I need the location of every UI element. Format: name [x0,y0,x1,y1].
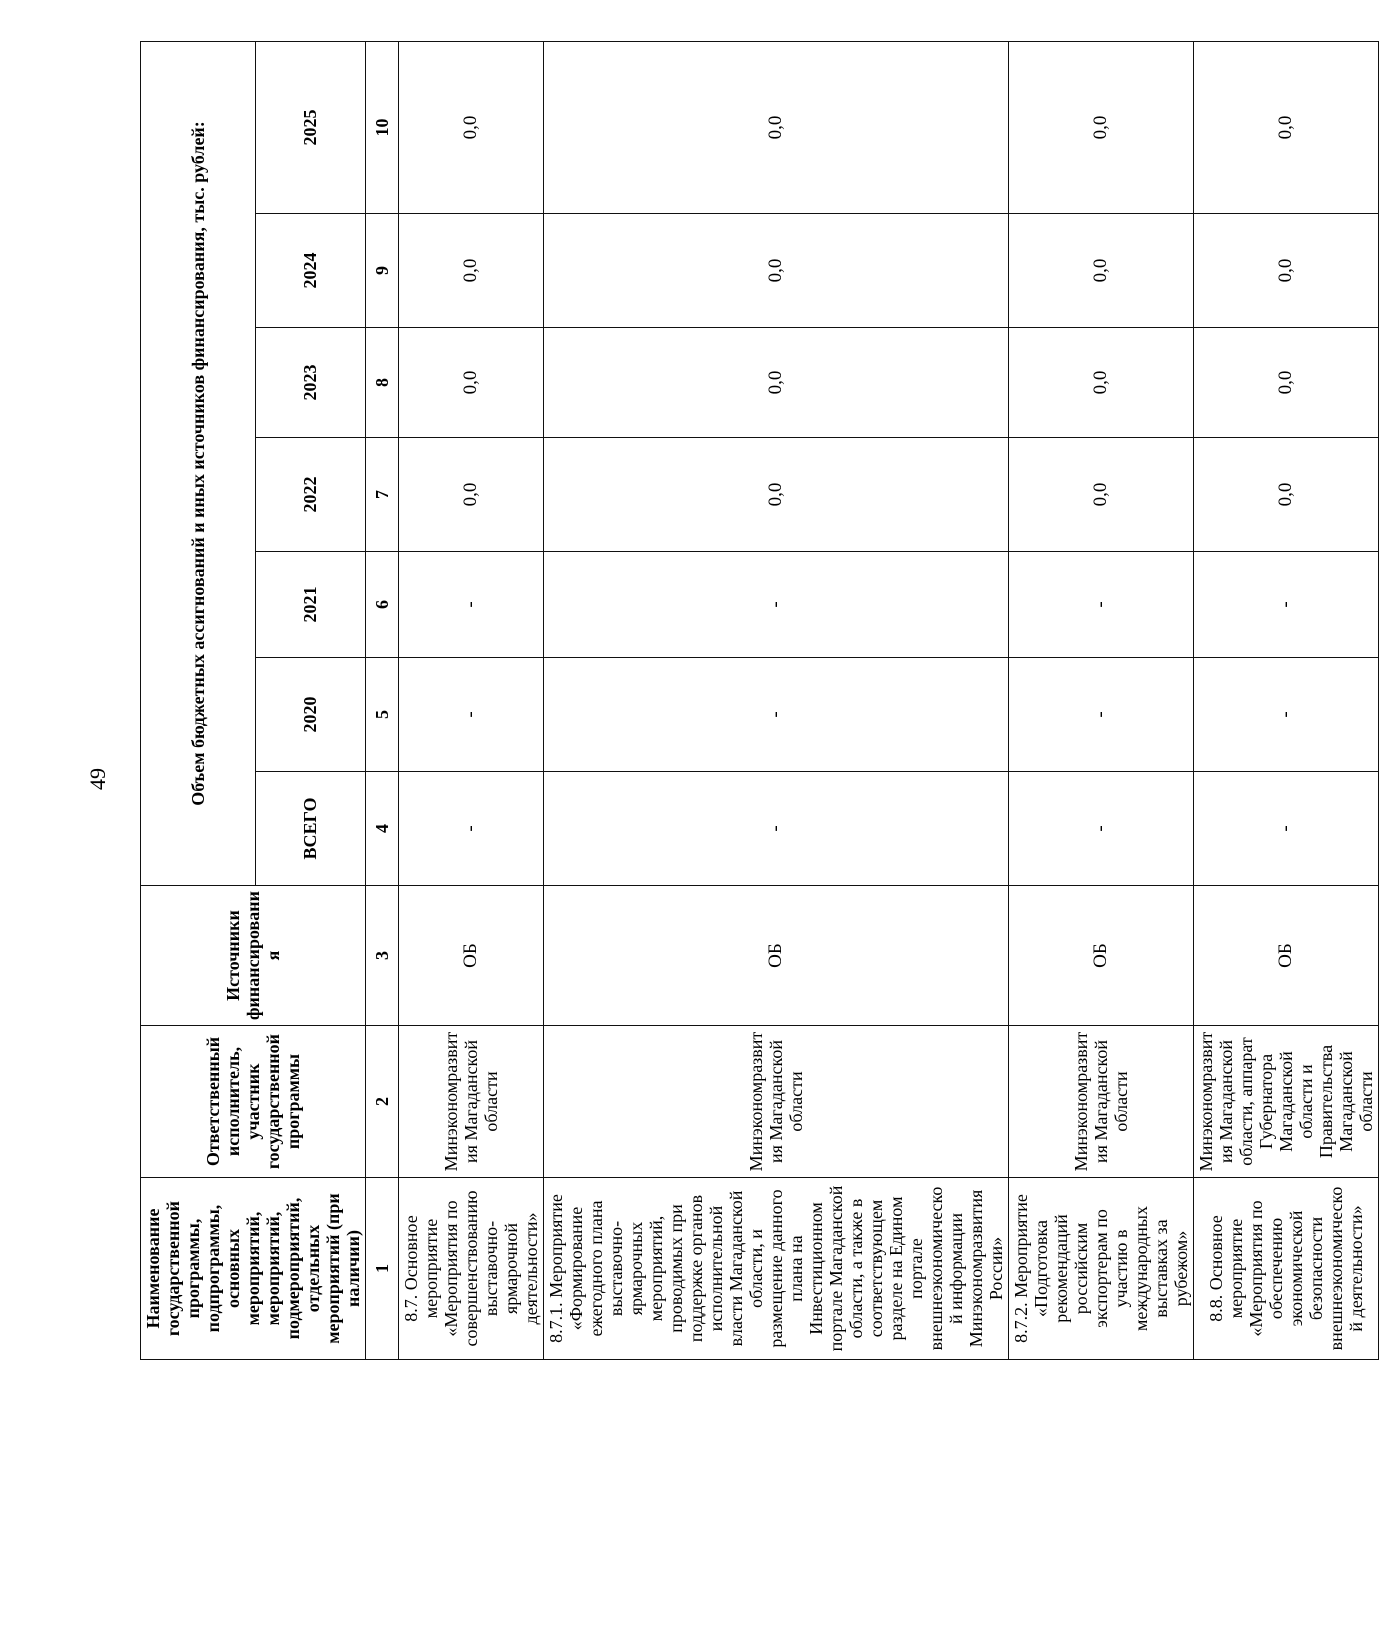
header-year-2024: 2024 [255,214,365,328]
table-row [1194,41,1379,1359]
row-value-2022: 0,0 [1194,438,1379,552]
row-value-2023: 0,0 [399,328,544,438]
header-name: Наименование государственной программы, подпрограммы, основных мероприятий, мероприятий, подмероприятий, отдельных мероприятий (при наличии) [141,1178,366,1360]
row-executor: Минэкономразвития Магаданской области, аппарат Губернатора Магаданской области и Правительства Магаданской области [1194,1026,1379,1178]
row-executor: Минэкономразвития Магаданской области [399,1026,544,1178]
header-executor: Ответственный исполнитель, участник государственной программы [141,1026,366,1178]
column-number: 6 [366,552,399,658]
header-year-2020: 2020 [255,658,365,772]
column-number: 4 [366,772,399,886]
header-row-1 [141,41,256,1359]
row-source: ОБ [544,886,1009,1026]
row-executor: Минэкономразвития Магаданской области [544,1026,1009,1178]
row-value-2020: - [1009,658,1194,772]
row-name: 8.7.1. Мероприятие «Формирование ежегодного плана выставочно-ярмарочных мероприятий, проводимых при поддержке органов исполнительной власти Магаданской области, и размещение данного плана на Инвестиционном портале Магаданской области, а также в соответствующем разделе на Едином портале внешнеэкономической информации Минэкономразвития России» [544,1178,1009,1360]
header-year-total: ВСЕГО [255,772,365,886]
row-value-2024: 0,0 [544,214,1009,328]
row-value-total: - [399,772,544,886]
column-number: 7 [366,438,399,552]
header-funding-group: Объем бюджетных ассигнований и иных источников финансирования, тыс. рублей: [141,41,256,885]
header-year-2021: 2021 [255,552,365,658]
row-source: ОБ [1194,886,1379,1026]
row-value-2021: - [399,552,544,658]
row-value-2023: 0,0 [1194,328,1379,438]
row-value-2021: - [544,552,1009,658]
row-value-2020: - [1194,658,1379,772]
row-value-2021: - [1009,552,1194,658]
row-source: ОБ [399,886,544,1026]
row-name: 8.7. Основное мероприятие «Мероприятия по совершенствованию выставочно-ярмарочной деятельности» [399,1178,544,1360]
row-value-2024: 0,0 [399,214,544,328]
header-year-2025: 2025 [255,41,365,213]
column-number: 9 [366,214,399,328]
row-name: 8.7.2. Мероприятие «Подготовка рекомендаций российским экспортерам по участию в международных выставках за рубежом» [1009,1178,1194,1360]
row-executor: Минэкономразвития Магаданской области [1009,1026,1194,1178]
column-number: 10 [366,41,399,213]
column-number: 8 [366,328,399,438]
row-value-2025: 0,0 [1194,41,1379,213]
column-number: 1 [366,1178,399,1360]
row-value-2020: - [544,658,1009,772]
row-value-2020: - [399,658,544,772]
row-name: 8.8. Основное мероприятие «Мероприятия по обеспечению экономической безопасности внешнеэкономической деятельности» [1194,1178,1379,1360]
column-number: 5 [366,658,399,772]
page-number: 49 [85,768,110,790]
column-number-row [366,41,399,1359]
row-value-total: - [1009,772,1194,886]
row-value-2022: 0,0 [1009,438,1194,552]
table-row [1009,41,1194,1359]
row-value-2021: - [1194,552,1379,658]
header-year-2022: 2022 [255,438,365,552]
row-value-2023: 0,0 [1009,328,1194,438]
header-source: Источники финансирования [141,886,366,1026]
row-value-2024: 0,0 [1009,214,1194,328]
row-value-2022: 0,0 [544,438,1009,552]
row-value-2024: 0,0 [1194,214,1379,328]
column-number: 2 [366,1026,399,1178]
table-row [544,41,1009,1359]
row-value-2025: 0,0 [544,41,1009,213]
row-value-2025: 0,0 [1009,41,1194,213]
row-source: ОБ [1009,886,1194,1026]
row-value-2023: 0,0 [544,328,1009,438]
column-number: 3 [366,886,399,1026]
funding-table [140,41,1379,1360]
row-value-total: - [544,772,1009,886]
row-value-2022: 0,0 [399,438,544,552]
row-value-2025: 0,0 [399,41,544,213]
table-row [399,41,544,1359]
header-year-2023: 2023 [255,328,365,438]
rotated-table-wrapper [140,42,1376,1360]
row-value-total: - [1194,772,1379,886]
